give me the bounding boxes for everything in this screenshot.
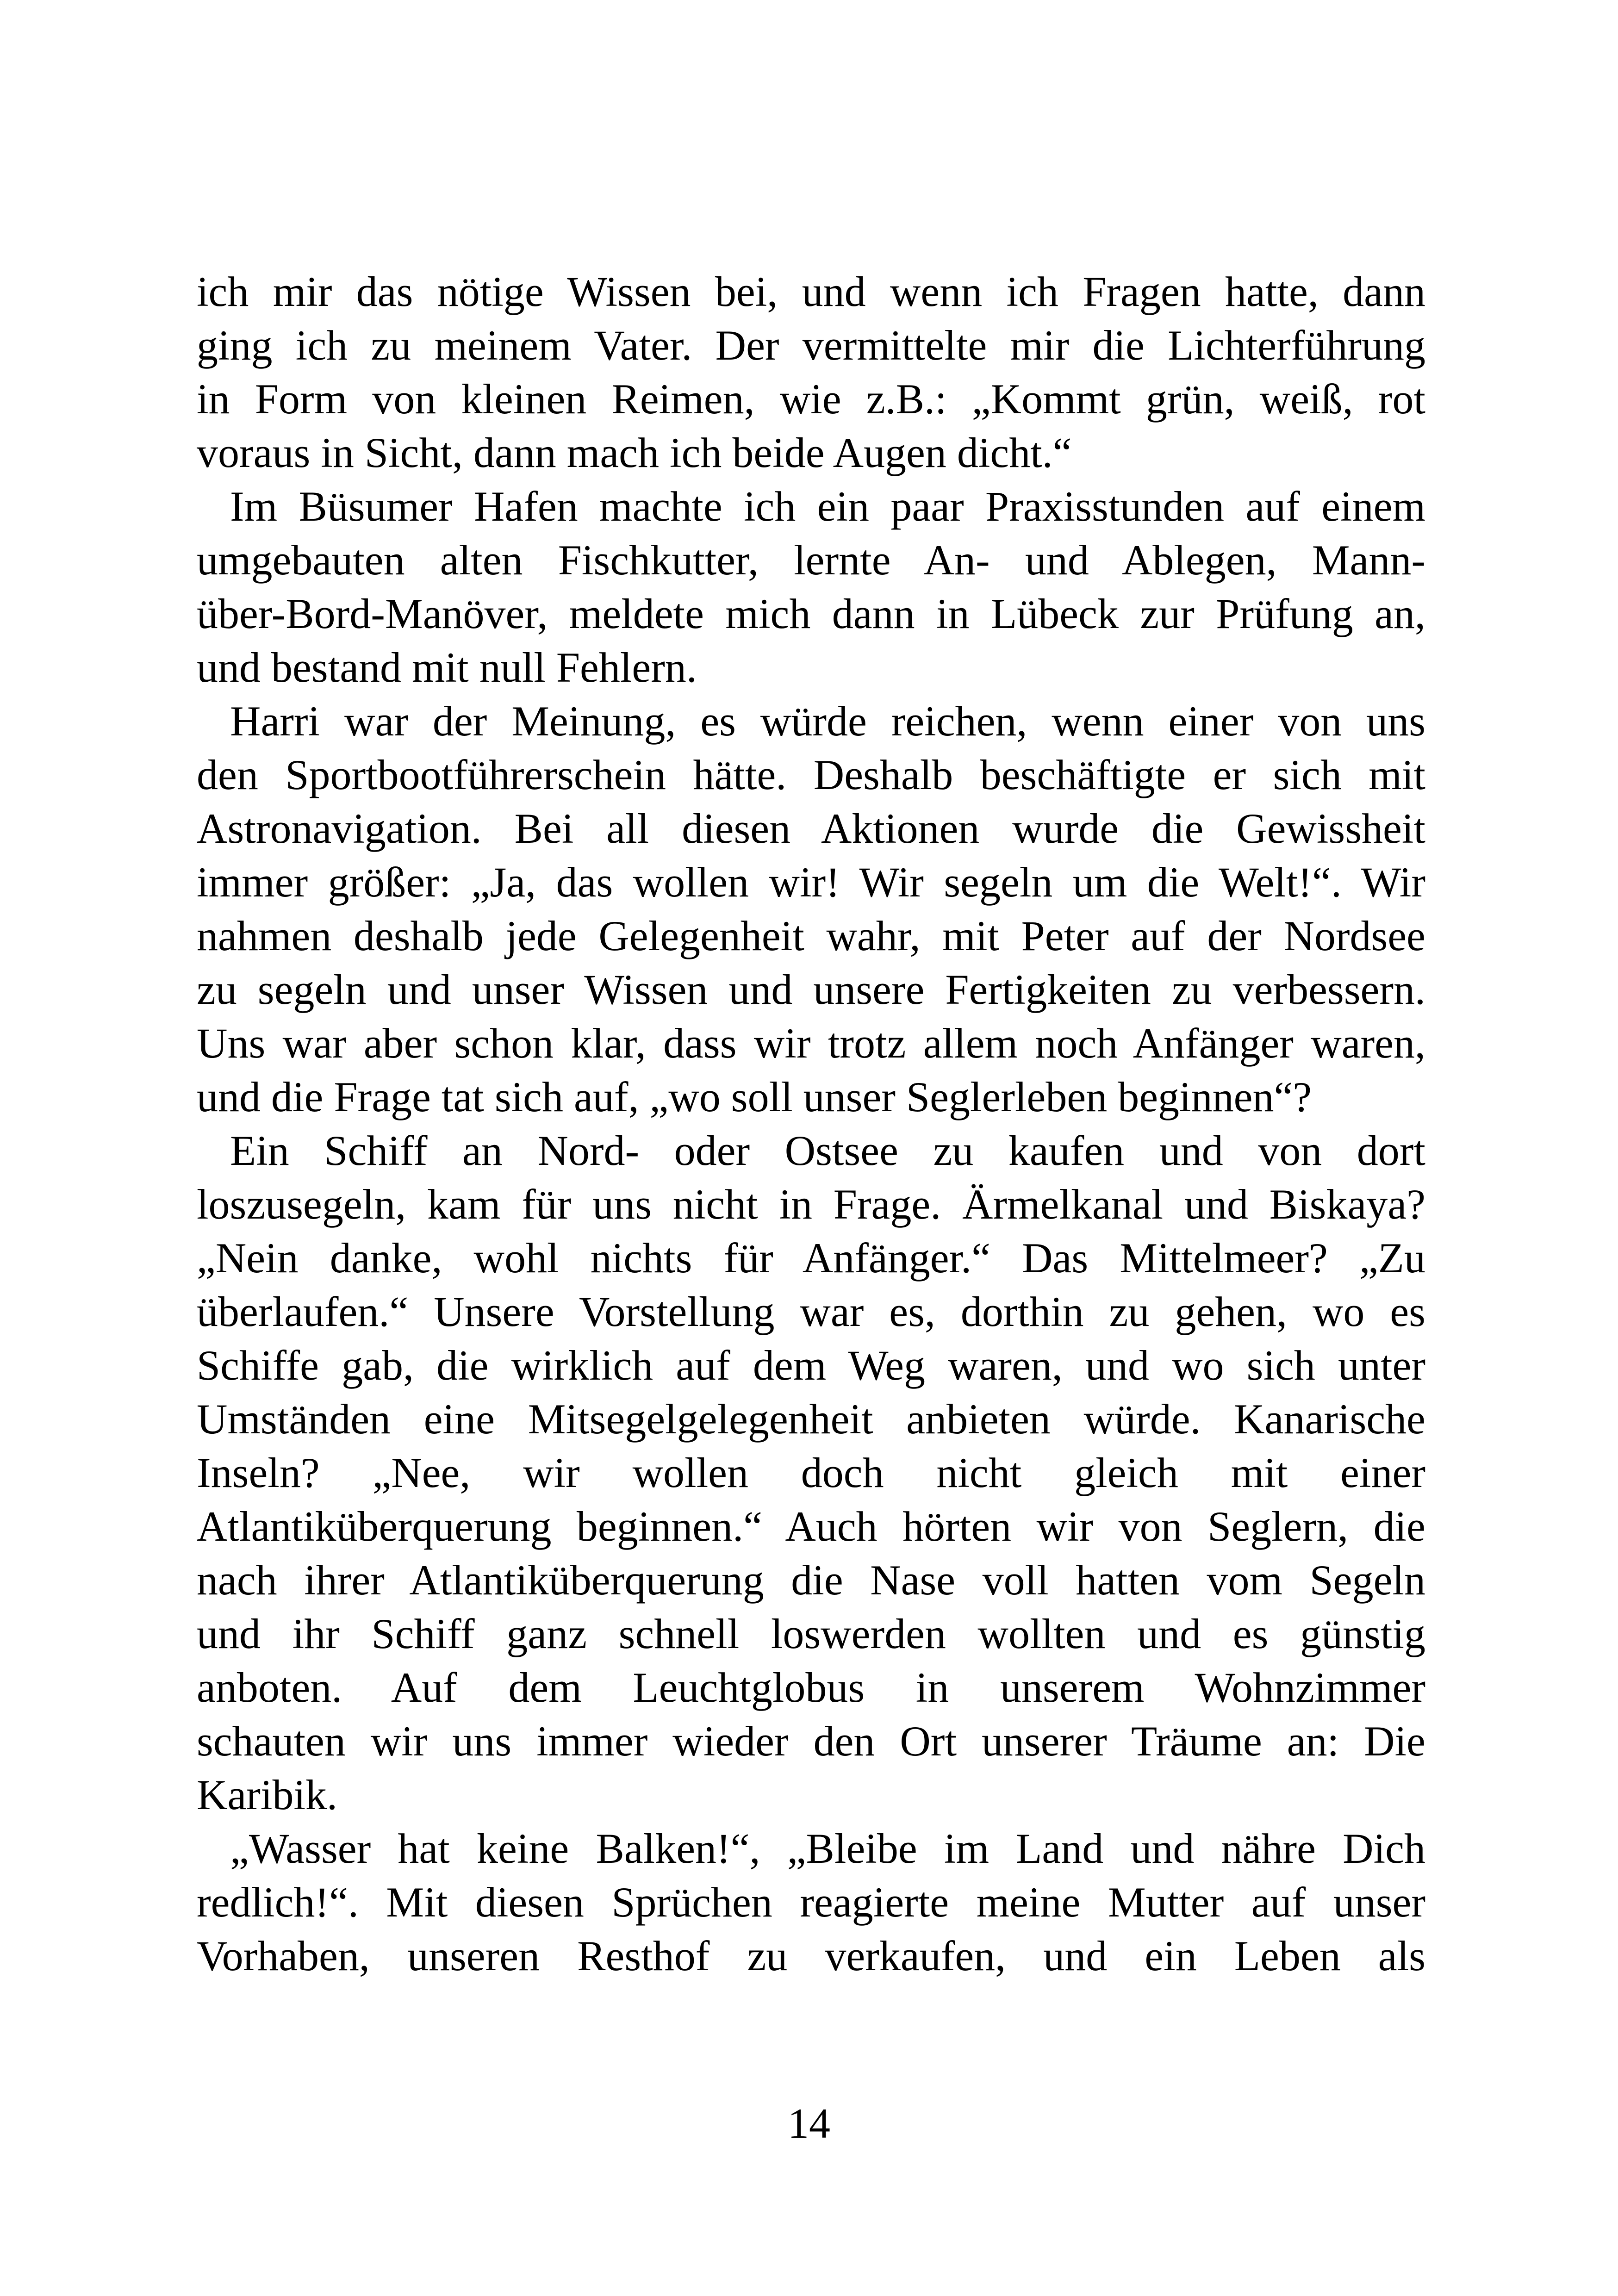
- text-line: Karibik.: [197, 1771, 338, 1818]
- text-line: und ihr Schiff ganz schnell loswerden wollten und es günstig: [197, 1610, 1425, 1657]
- text-line: Harri war der Meinung, es würde reichen, wenn einer von uns: [230, 697, 1425, 745]
- text-line: „Wasser hat keine Balken!“, „Bleibe im Land und nähre Dich: [230, 1825, 1425, 1872]
- text-line: und bestand mit null Fehlern.: [197, 644, 697, 691]
- paragraph: [197, 1124, 1425, 1822]
- text-line: umgebauten alten Fischkutter, lernte An- und Ablegen, Mann-: [197, 536, 1425, 584]
- text-line: nach ihrer Atlantiküberquerung die Nase voll hatten vom Segeln: [197, 1556, 1425, 1604]
- text-line: Inseln? „Nee, wir wollen doch nicht gleich mit einer: [197, 1449, 1425, 1496]
- text-line: Astronavigation. Bei all diesen Aktionen wurde die Gewissheit: [197, 805, 1425, 852]
- text-line: „Nein danke, wohl nichts für Anfänger.“ Das Mittelmeer? „Zu: [197, 1234, 1425, 1282]
- text-line: überlaufen.“ Unsere Vorstellung war es, dorthin zu gehen, wo es: [197, 1288, 1425, 1335]
- text-line: voraus in Sicht, dann mach ich beide Augen dicht.“: [197, 429, 1072, 476]
- paragraph: [197, 265, 1425, 479]
- text-line: Umständen eine Mitsegelgelegenheit anbieten würde. Kanarische: [197, 1395, 1425, 1443]
- text-line: ging ich zu meinem Vater. Der vermittelte mir die Lichterführung: [197, 322, 1425, 369]
- text-line: den Sportbootführerschein hätte. Deshalb beschäftigte er sich mit: [197, 751, 1425, 798]
- body-text: [197, 265, 1425, 1983]
- paragraph: [197, 479, 1425, 694]
- text-line: redlich!“. Mit diesen Sprüchen reagierte meine Mutter auf unser: [197, 1879, 1425, 1926]
- text-line: über-Bord-Manöver, meldete mich dann in Lübeck zur Prüfung an,: [197, 590, 1425, 637]
- text-line: in Form von kleinen Reimen, wie z.B.: „Kommt grün, weiß, rot: [197, 375, 1425, 423]
- text-line: Vorhaben, unseren Resthof zu verkaufen, und ein Leben als: [197, 1932, 1425, 1979]
- text-line: zu segeln und unser Wissen und unsere Fertigkeiten zu verbessern.: [197, 966, 1425, 1013]
- text-line: Atlantiküberquerung beginnen.“ Auch hörten wir von Seglern, die: [197, 1503, 1425, 1550]
- text-line: Ein Schiff an Nord- oder Ostsee zu kaufen und von dort: [230, 1127, 1425, 1174]
- text-line: anboten. Auf dem Leuchtglobus in unserem Wohnzimmer: [197, 1664, 1425, 1711]
- text-line: Im Büsumer Hafen machte ich ein paar Praxisstunden auf einem: [230, 483, 1425, 530]
- text-line: Schiffe gab, die wirklich auf dem Weg waren, und wo sich unter: [197, 1342, 1425, 1389]
- text-line: Uns war aber schon klar, dass wir trotz allem noch Anfänger waren,: [197, 1020, 1425, 1067]
- text-line: und die Frage tat sich auf, „wo soll unser Seglerleben beginnen“?: [197, 1073, 1312, 1120]
- text-line: schauten wir uns immer wieder den Ort unserer Träume an: Die: [197, 1717, 1425, 1765]
- text-line: ich mir das nötige Wissen bei, und wenn ich Fragen hatte, dann: [197, 268, 1425, 315]
- text-line: nahmen deshalb jede Gelegenheit wahr, mit Peter auf der Nordsee: [197, 912, 1425, 959]
- paragraph: [197, 694, 1425, 1124]
- text-line: immer größer: „Ja, das wollen wir! Wir segeln um die Welt!“. Wir: [197, 859, 1425, 906]
- page-number: 14: [788, 2100, 830, 2147]
- text-line: loszusegeln, kam für uns nicht in Frage. Ärmelkanal und Biskaya?: [197, 1181, 1425, 1228]
- paragraph: [197, 1822, 1425, 1983]
